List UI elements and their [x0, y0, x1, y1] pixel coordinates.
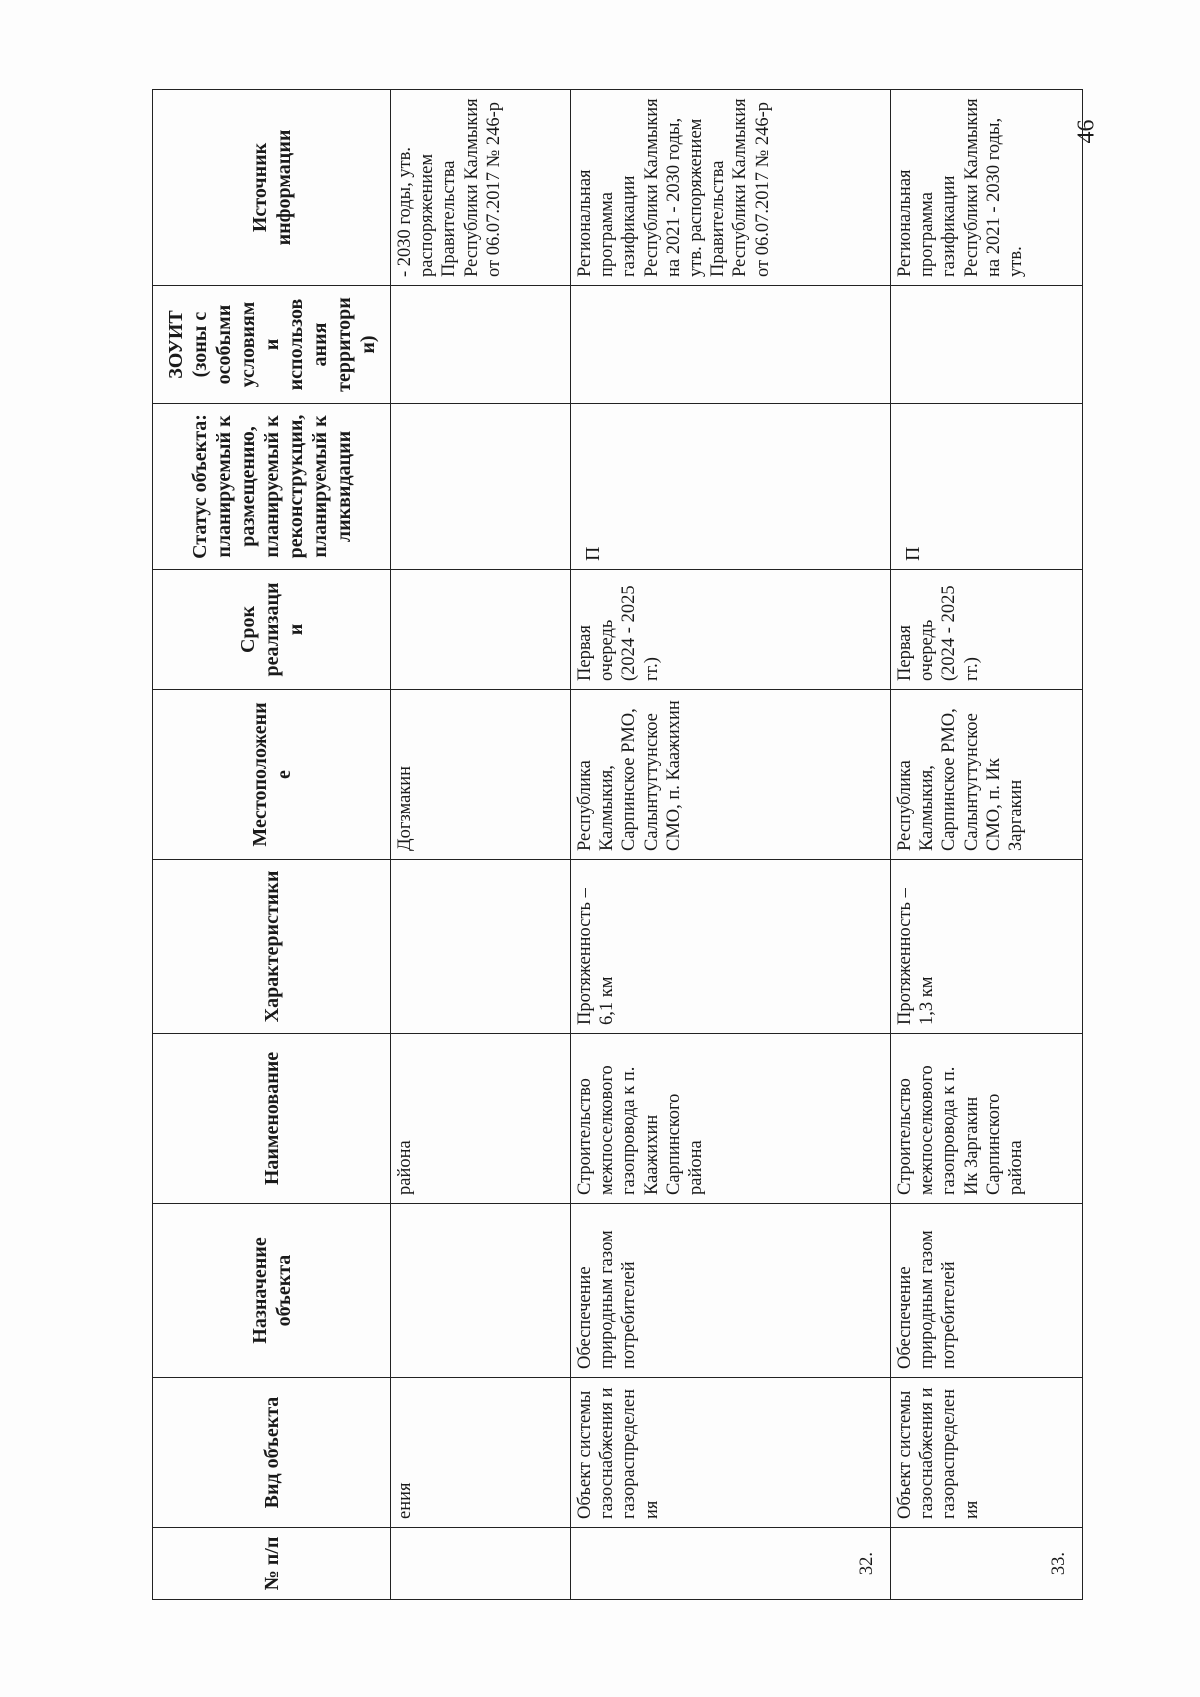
cell-naimenovanie: Строительство межпоселкового газопровода к п. Ик Заргакин Сарпинского района	[891, 1034, 1083, 1204]
table-row	[391, 90, 571, 1600]
cell-harakteristiki: Протяженность – 1,3 км	[891, 860, 1083, 1034]
cell-status: П	[571, 404, 891, 570]
cell-naznachenie: Обеспечение природным газом потребителей	[891, 1204, 1083, 1378]
cell-harakteristiki	[391, 860, 571, 1034]
cell-istochnik: Региональная программа газификации Республики Калмыкия на 2021 - 2030 годы, утв. распоряжением Правительства Республики Калмыкия от 06.07.2017 № 246-р	[571, 90, 891, 286]
cell-srok: Первая очередь (2024 - 2025 гг.)	[571, 570, 891, 690]
cell-status: П	[891, 404, 1083, 570]
cell-istochnik: Региональная программа газификации Республики Калмыкия на 2021 - 2030 годы, утв.	[891, 90, 1083, 286]
cell-num: 32.	[571, 1528, 891, 1600]
cell-srok	[391, 570, 571, 690]
cell-zouit	[571, 286, 891, 404]
header-cell-istochnik: Источник информации	[153, 90, 391, 286]
header-cell-naznachenie: Назначение объекта	[153, 1204, 391, 1378]
cell-vid: Объект системы газоснабжения и газораспределения	[571, 1378, 891, 1528]
header-cell-naimenovanie: Наименование	[153, 1034, 391, 1204]
cell-naimenovanie: района	[391, 1034, 571, 1204]
cell-srok: Первая очередь (2024 - 2025 гг.)	[891, 570, 1083, 690]
header-cell-mestopolozhenie: Местоположение	[153, 690, 391, 860]
rotated-table-wrapper	[152, 90, 1082, 1600]
cell-mestopolozhenie: Догзмакин	[391, 690, 571, 860]
cell-zouit	[391, 286, 571, 404]
cell-status	[391, 404, 571, 570]
table-header-row	[153, 90, 391, 1600]
page-number: 46	[1073, 119, 1100, 144]
header-cell-vid: Вид объекта	[153, 1378, 391, 1528]
cell-num: 33.	[891, 1528, 1083, 1600]
cell-istochnik: - 2030 годы, утв. распоряжением Правительства Республики Калмыкия от 06.07.2017 № 246-р	[391, 90, 571, 286]
cell-mestopolozhenie: Республика Калмыкия, Сарпинское РМО, Салынтугтунское СМО, п. Каажихин	[571, 690, 891, 860]
header-cell-harakteristiki: Характеристики	[153, 860, 391, 1034]
header-cell-num: № п/п	[153, 1528, 391, 1600]
cell-mestopolozhenie: Республика Калмыкия, Сарпинское РМО, Салынтугтунское СМО, п. Ик Заргакин	[891, 690, 1083, 860]
header-cell-zouit: ЗОУИТ (зоны с особыми условиям и использования территории)	[153, 286, 391, 404]
cell-vid: ения	[391, 1378, 571, 1528]
header-cell-srok: Срок реализации	[153, 570, 391, 690]
cell-naznachenie	[391, 1204, 571, 1378]
cell-num	[391, 1528, 571, 1600]
cell-naimenovanie: Строительство межпоселкового газопровода к п. Каажихин Сарпинского района	[571, 1034, 891, 1204]
objects-table	[152, 89, 1083, 1600]
cell-harakteristiki: Протяженность – 6,1 км	[571, 860, 891, 1034]
cell-naznachenie: Обеспечение природным газом потребителей	[571, 1204, 891, 1378]
cell-zouit	[891, 286, 1083, 404]
table-row	[891, 90, 1083, 1600]
table-row	[571, 90, 891, 1600]
header-cell-status: Статус объекта: планируемый к размещению, планируемый к реконструкции, планируемый к ликвидации	[153, 404, 391, 570]
cell-vid: Объект системы газоснабжения и газораспределения	[891, 1378, 1083, 1528]
